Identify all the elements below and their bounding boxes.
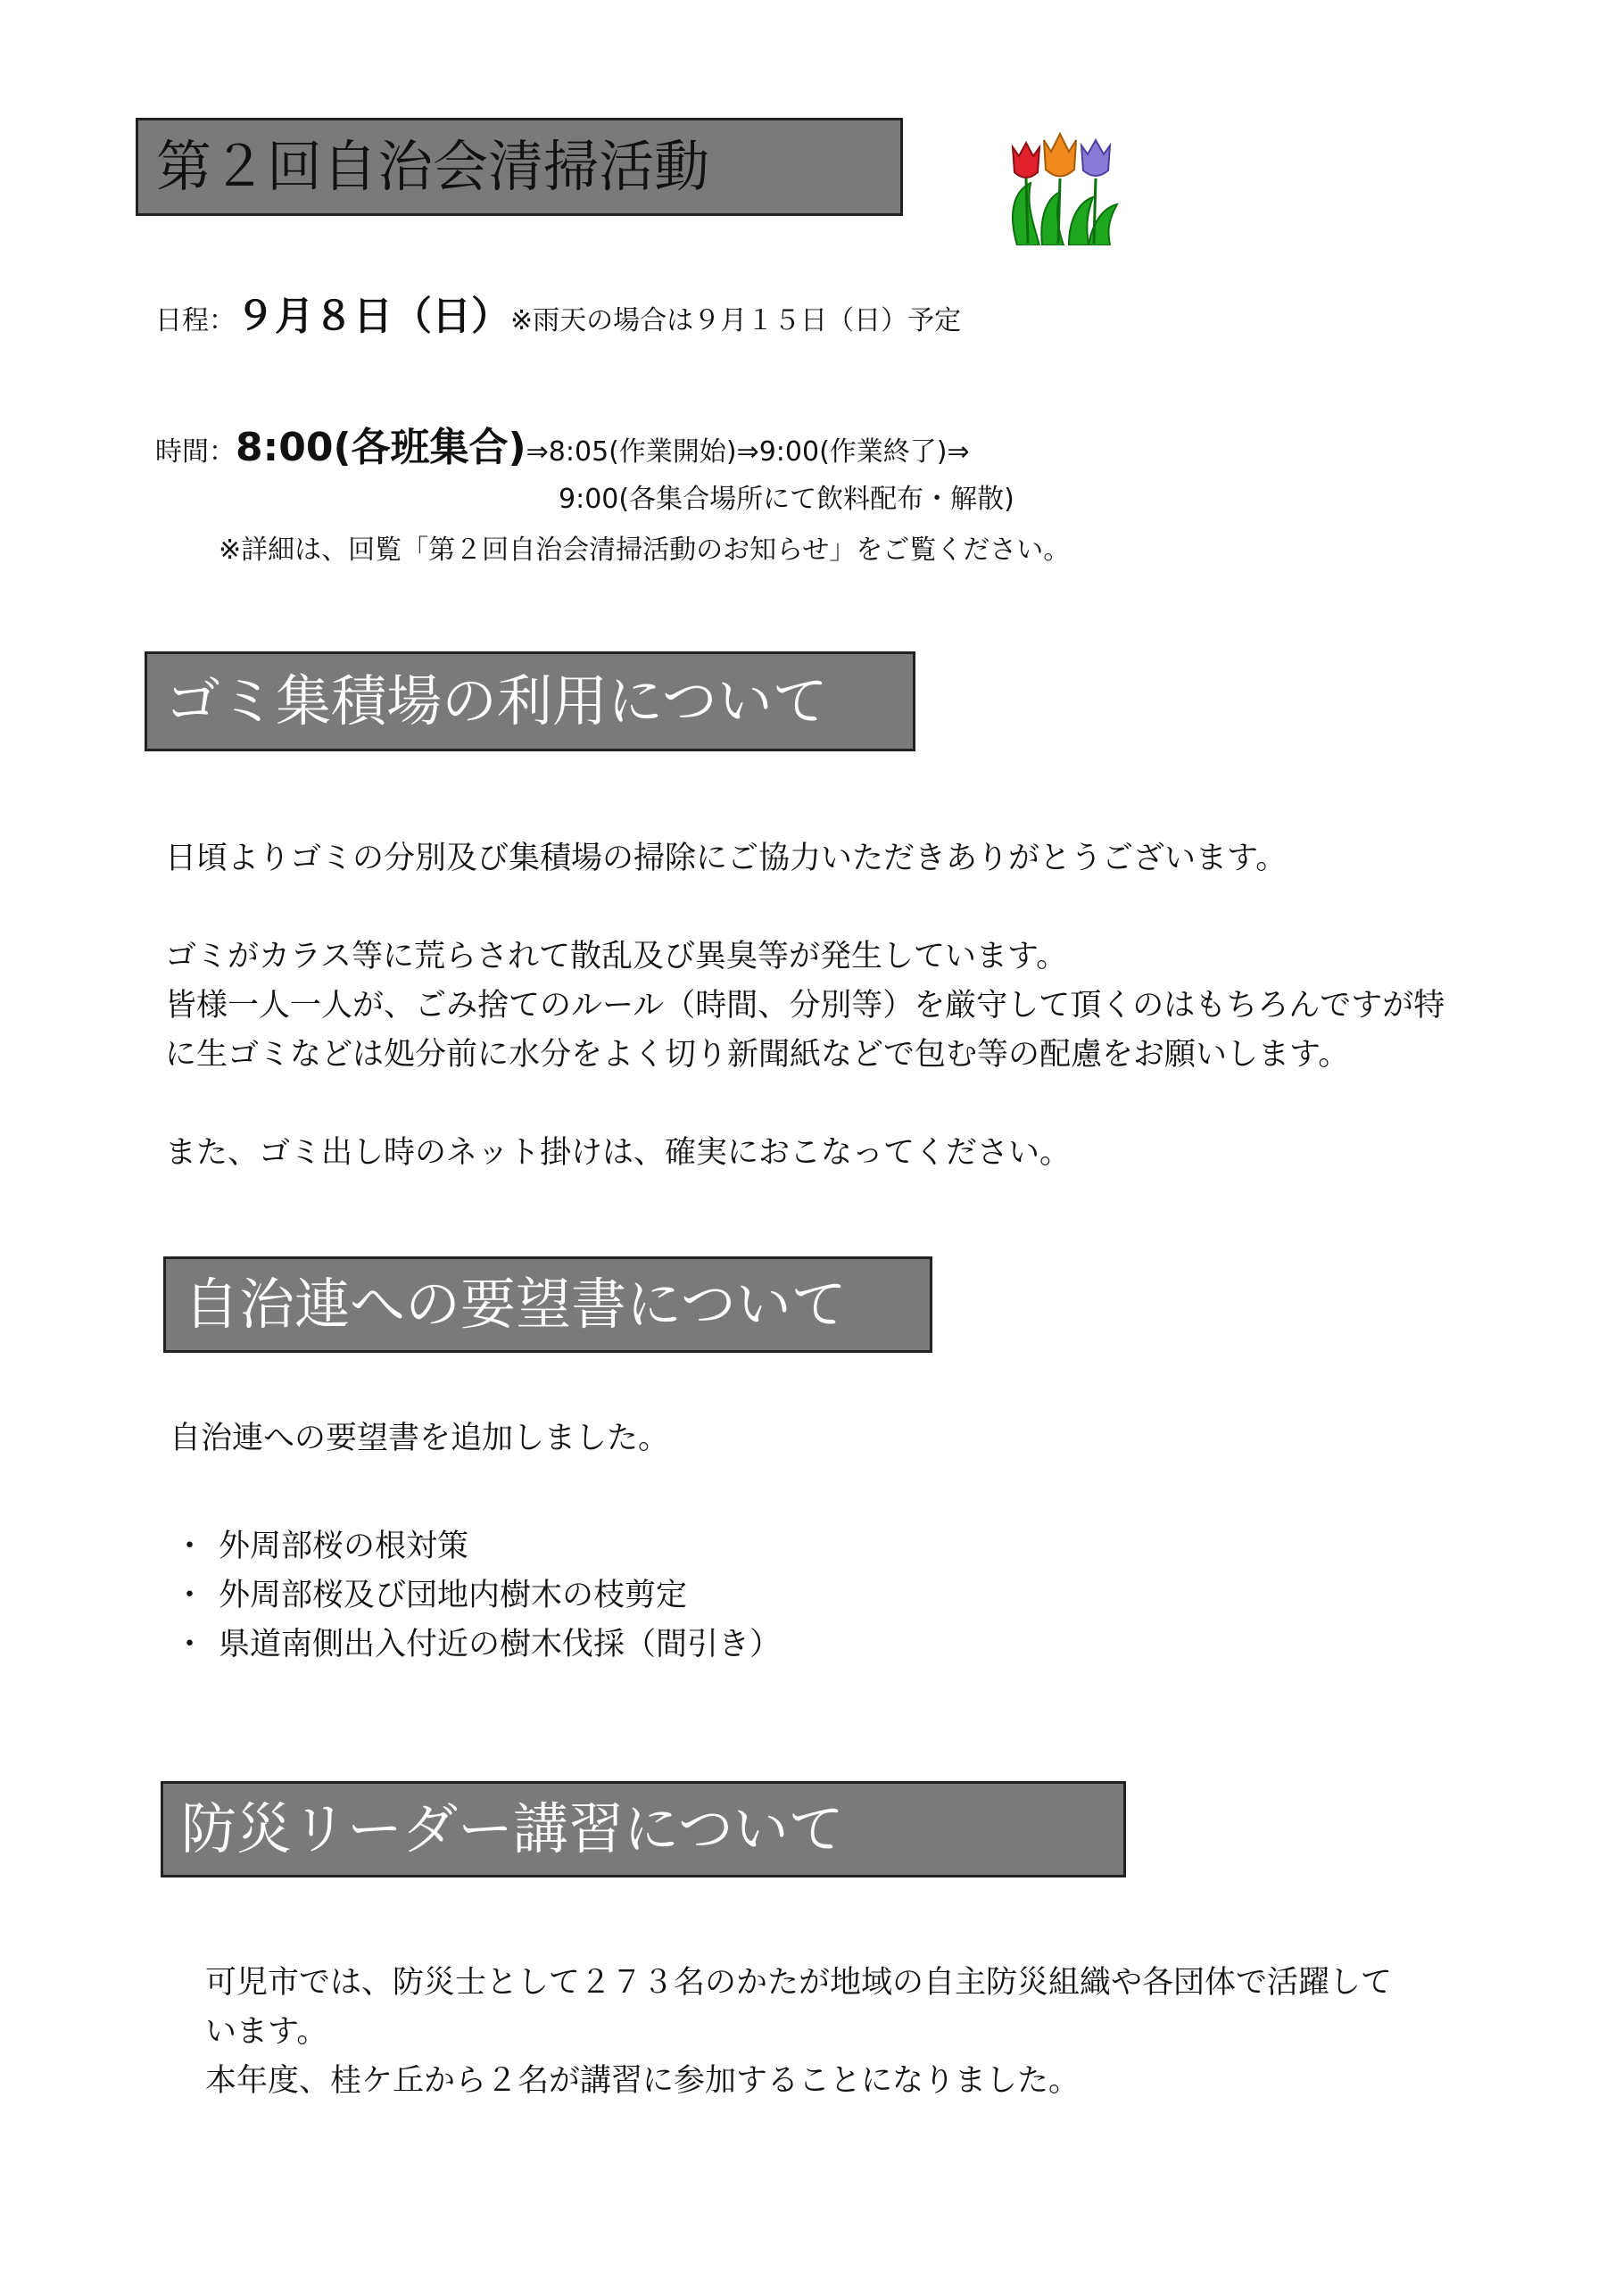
cleaning-title: 第２回自治会清掃活動 [156, 134, 710, 199]
detail-note: ※詳細は、回覧「第２回自治会清掃活動のお知らせ」をご覧ください。 [219, 535, 1071, 566]
list-item-text: 外周部桜及び団地内樹木の枝剪定 [219, 1578, 688, 1613]
time-line-2: 9:00(各集合場所にて飲料配布・解散) [559, 484, 1014, 515]
tulip-icon [999, 129, 1124, 245]
request-title: 自治連への要望書について [184, 1272, 847, 1337]
disaster-heading [161, 1781, 1126, 1877]
bullet: ・ [174, 1578, 206, 1613]
list-item [174, 1571, 687, 1615]
schedule-line [155, 284, 961, 341]
bullet: ・ [174, 1529, 206, 1564]
garbage-paragraph-3: また、ゴミ出し時のネット掛けは、確実におこなってください。 [165, 1135, 1072, 1171]
list-item [174, 1620, 781, 1664]
garbage-paragraph-2-line-3: に生ゴミなどは処分前に水分をよく切り新聞紙などで包む等の配慮をお願いします。 [165, 1037, 1350, 1073]
garbage-paragraph-2-line-2: 皆様一人一人が、ごみ捨てのルール（時間、分別等）を厳守して頂くのはもちろんですが特 [165, 988, 1445, 1024]
request-intro: 自治連への要望書を追加しました。 [170, 1421, 670, 1456]
disaster-paragraph-2: 本年度、桂ケ丘から２名が講習に参加することになりました。 [205, 2063, 1081, 2099]
garbage-heading [145, 651, 915, 751]
garbage-paragraph-2-line-1: ゴミがカラス等に荒らされて散乱及び異臭等が発生しています。 [165, 939, 1068, 974]
cleaning-heading [136, 118, 903, 216]
time-rest: ⇒8:05(作業開始)⇒9:00(作業終了)⇒ [526, 436, 970, 468]
garbage-title: ゴミ集積場の利用について [165, 668, 828, 734]
list-item [174, 1521, 468, 1566]
time-label: 時間： [155, 436, 236, 468]
schedule-note: ※雨天の場合は９月１５日（日）予定 [510, 305, 962, 336]
schedule-label: 日程： [155, 305, 236, 336]
time-line [155, 415, 970, 472]
bullet: ・ [174, 1627, 206, 1662]
garbage-paragraph-1: 日頃よりゴミの分別及び集積場の掃除にご協力いただきありがとうございます。 [165, 841, 1288, 876]
list-item-text: 県道南側出入付近の樹木伐採（間引き） [219, 1627, 782, 1662]
time-main: 8:00(各班集合) [236, 425, 526, 470]
list-item-text: 外周部桜の根対策 [219, 1529, 469, 1564]
schedule-date: ９月８日（日） [236, 294, 510, 339]
disaster-paragraph-1-line-2: います。 [205, 2014, 328, 2050]
disaster-title: 防災リーダー講習について [181, 1796, 844, 1861]
request-heading [163, 1256, 932, 1353]
disaster-paragraph-1-line-1: 可児市では、防災士として２７３名のかたが地域の自主防災組織や各団体で活躍して [205, 1965, 1393, 2001]
